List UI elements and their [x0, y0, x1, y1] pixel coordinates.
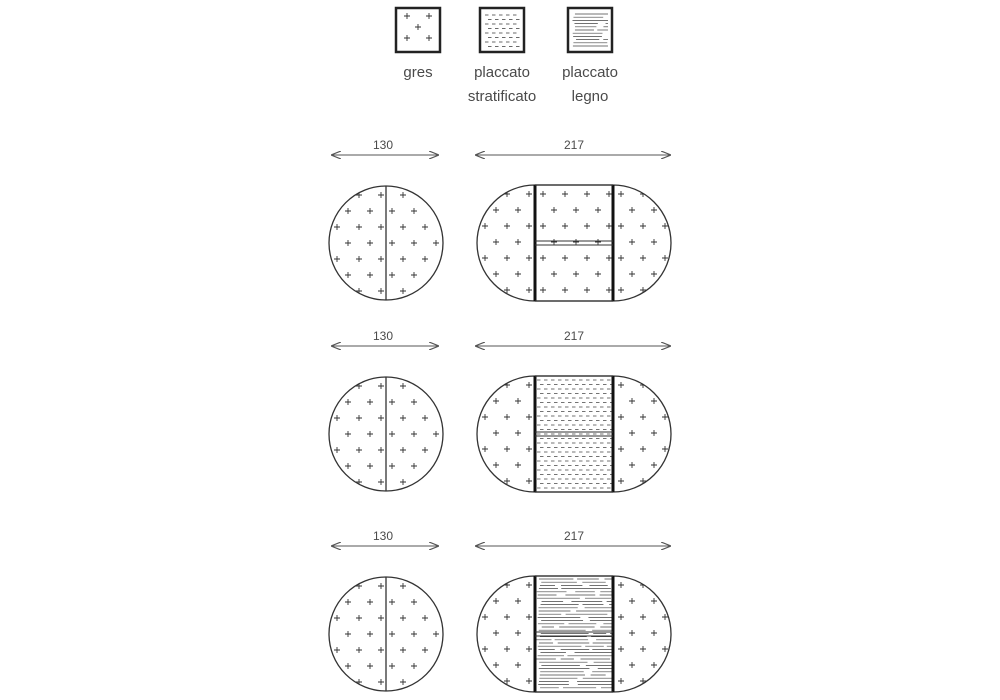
round-dimension-label: 130: [372, 529, 394, 543]
extended-dimension-label: 217: [563, 138, 585, 152]
legend-label-line2: stratificato: [467, 88, 537, 105]
extended-dimension-label: 217: [563, 329, 585, 343]
extended-dimension: [476, 529, 670, 546]
round-dimension-label: 130: [372, 329, 394, 343]
round-table: [329, 577, 443, 691]
round-dimension: [332, 329, 438, 346]
extended-dimension: [476, 329, 670, 346]
legend-item-placcato-legno: [562, 8, 618, 105]
legend-label-line2: legno: [571, 88, 609, 105]
extended-table: [477, 185, 671, 301]
legend-swatch-placcato-legno: [568, 8, 612, 52]
extended-dimension: [476, 138, 670, 155]
extended-table: [477, 576, 671, 692]
extended-dimension-label: 217: [563, 529, 585, 543]
round-dimension-label: 130: [372, 138, 394, 152]
extension-insert-placcato-stratificato: [535, 376, 614, 492]
table-row-3: [329, 529, 671, 692]
legend-swatch-placcato-stratificato: [480, 8, 524, 52]
legend-item-placcato-stratificato: [468, 8, 536, 105]
table-row-2: [329, 329, 671, 492]
round-dimension: [332, 529, 438, 546]
table-rows: [329, 138, 671, 692]
round-table: [329, 377, 443, 491]
legend-label: gres: [403, 64, 433, 81]
table-row-1: [329, 138, 671, 301]
legend-label: placcato: [562, 64, 618, 81]
legend-label: placcato: [474, 64, 530, 81]
legend-swatch-gres: [396, 8, 440, 52]
legend-item-gres: [396, 8, 440, 81]
legend: [396, 8, 618, 105]
extension-insert-placcato-legno: [535, 576, 613, 692]
round-dimension: [332, 138, 438, 155]
extension-insert-gres: [535, 185, 613, 301]
extended-table: [477, 376, 671, 492]
round-table: [329, 186, 443, 300]
